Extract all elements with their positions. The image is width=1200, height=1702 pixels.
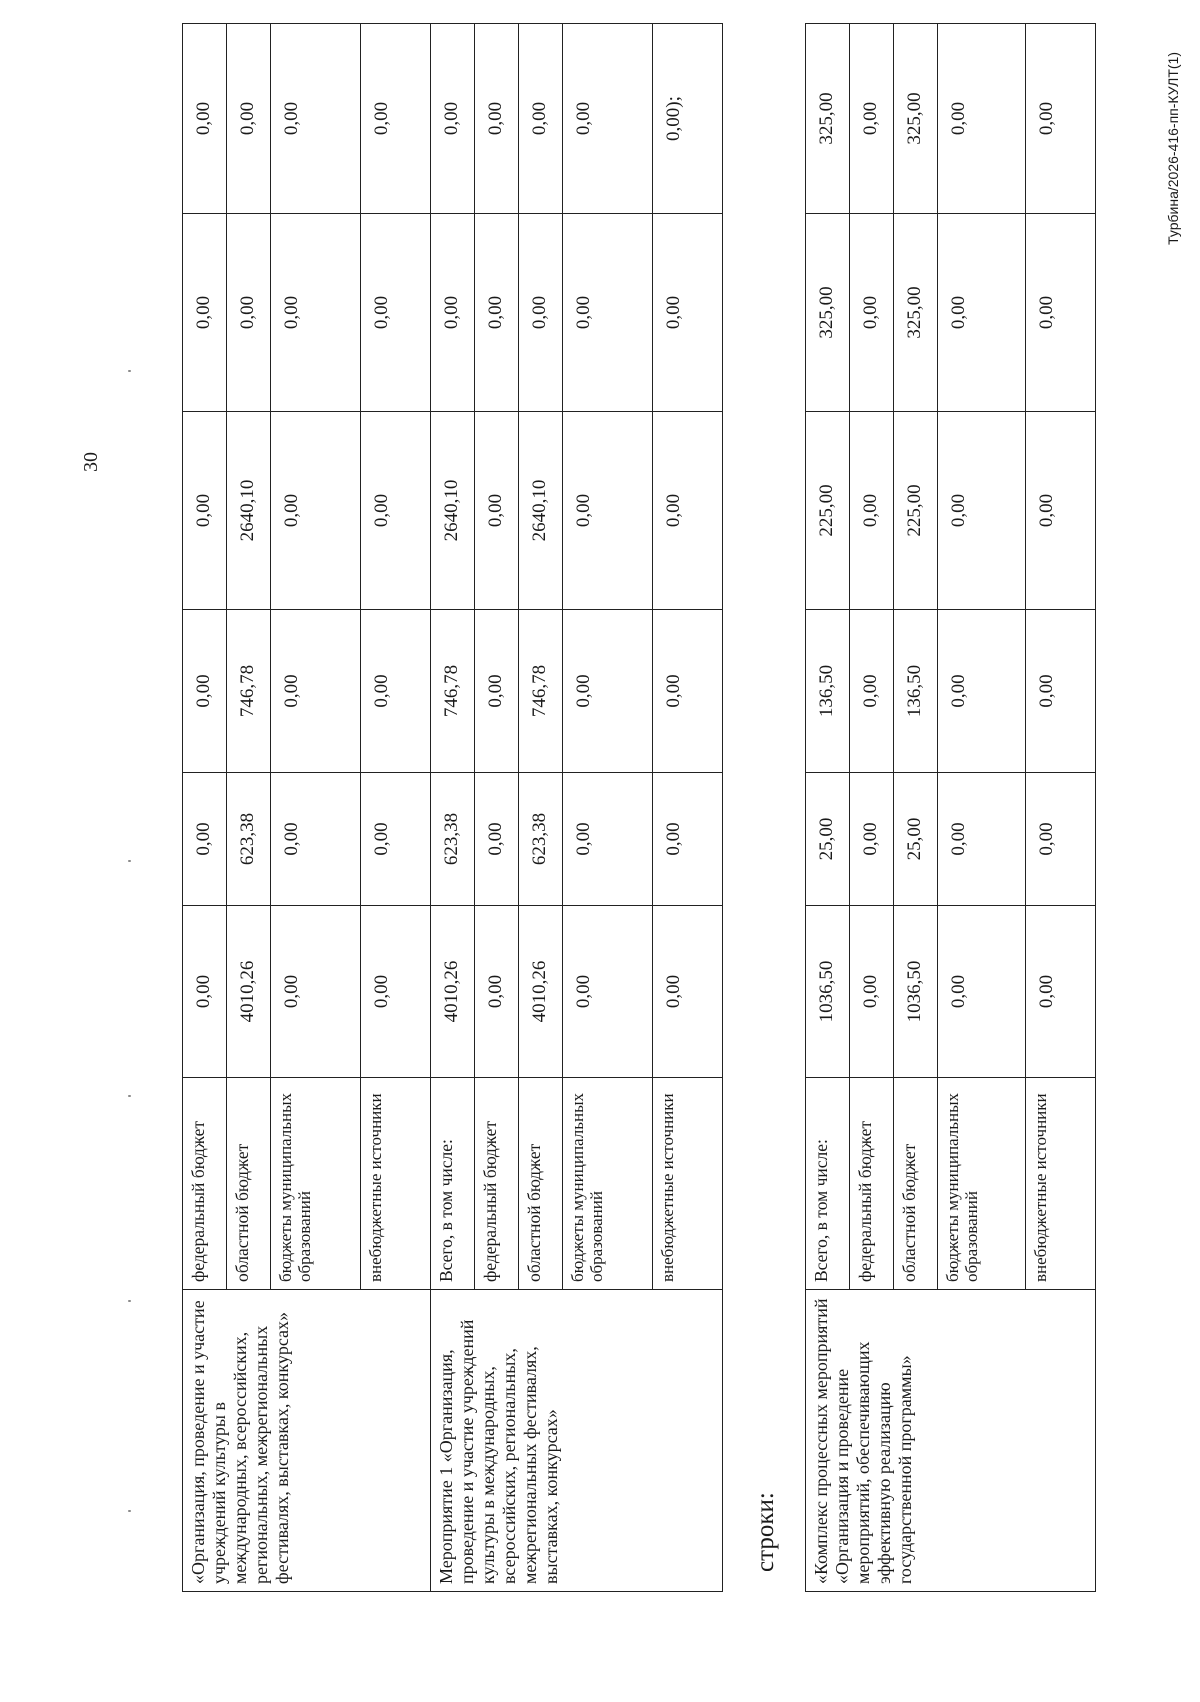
value-cell: 0,00 bbox=[183, 773, 227, 906]
value-cell: 0,00 bbox=[653, 412, 723, 610]
value-cell: 0,00 bbox=[1026, 906, 1096, 1078]
value-cell: 25,00 bbox=[806, 773, 850, 906]
funding-source: областной бюджет bbox=[894, 1078, 938, 1290]
value-cell: 0,00 bbox=[361, 214, 431, 412]
value-cell: 136,50 bbox=[806, 610, 850, 773]
scan-speck bbox=[128, 1095, 131, 1097]
value-cell: 0,00 bbox=[850, 412, 894, 610]
funding-source: бюджеты муниципальных образований bbox=[938, 1078, 1026, 1290]
table-row bbox=[183, 24, 227, 1592]
value-cell: 0,00 bbox=[361, 412, 431, 610]
funding-table-2 bbox=[805, 23, 1096, 1592]
value-cell: 0,00 bbox=[1026, 24, 1096, 214]
funding-source: федеральный бюджет bbox=[475, 1078, 519, 1290]
value-cell: 0,00 bbox=[271, 412, 361, 610]
value-cell: 0,00 bbox=[653, 610, 723, 773]
value-cell: 0,00 bbox=[850, 214, 894, 412]
value-cell: 623,38 bbox=[431, 773, 475, 906]
value-cell: 0,00 bbox=[938, 906, 1026, 1078]
block-name: «Комплекс процессных мероприятий «Организация и проведение мероприятий, обеспечивающих эффективную реализацию государственной программы» bbox=[806, 1290, 1096, 1592]
value-cell: 0,00 bbox=[938, 773, 1026, 906]
value-cell: 746,78 bbox=[431, 610, 475, 773]
funding-source: бюджеты муниципальных образований bbox=[563, 1078, 653, 1290]
value-cell: 1036,50 bbox=[806, 906, 850, 1078]
value-cell: 0,00 bbox=[850, 24, 894, 214]
value-cell: 0,00 bbox=[563, 214, 653, 412]
value-cell: 746,78 bbox=[227, 610, 271, 773]
value-cell: 0,00 bbox=[271, 773, 361, 906]
value-cell: 2640,10 bbox=[519, 412, 563, 610]
value-cell: 0,00 bbox=[850, 906, 894, 1078]
value-cell: 0,00 bbox=[563, 906, 653, 1078]
value-cell: 225,00 bbox=[894, 412, 938, 610]
value-cell: 325,00 bbox=[806, 214, 850, 412]
funding-table-1 bbox=[182, 23, 723, 1592]
value-cell: 0,00 bbox=[271, 214, 361, 412]
value-cell: 0,00 bbox=[475, 214, 519, 412]
table-row bbox=[431, 24, 475, 1592]
value-cell: 0,00 bbox=[1026, 412, 1096, 610]
scan-speck bbox=[128, 1300, 131, 1302]
value-cell: 4010,26 bbox=[519, 906, 563, 1078]
value-cell: 623,38 bbox=[227, 773, 271, 906]
funding-source: федеральный бюджет bbox=[850, 1078, 894, 1290]
value-cell: 0,00 bbox=[938, 412, 1026, 610]
block-name: «Организация, проведение и участие учреждений культуры в международных, всероссийских, региональных, межрегиональных фестивалях, выставках, конкурсах» bbox=[183, 1290, 431, 1592]
value-cell: 325,00 bbox=[894, 24, 938, 214]
block-name: Мероприятие 1 «Организация, проведение и участие учреждений культуры в международных, всероссийских, региональных, межрегиональных фестивалях, выставках, конкурсах» bbox=[431, 1290, 723, 1592]
value-cell: 0,00 bbox=[563, 610, 653, 773]
value-cell: 136,50 bbox=[894, 610, 938, 773]
value-cell: 325,00 bbox=[806, 24, 850, 214]
value-cell: 0,00 bbox=[431, 24, 475, 214]
value-cell: 2640,10 bbox=[227, 412, 271, 610]
funding-source: внебюджетные источники bbox=[653, 1078, 723, 1290]
value-cell: 4010,26 bbox=[227, 906, 271, 1078]
page-number: 30 bbox=[80, 452, 102, 472]
value-cell: 0,00 bbox=[563, 24, 653, 214]
funding-source: внебюджетные источники bbox=[361, 1078, 431, 1290]
value-cell: 2640,10 bbox=[431, 412, 475, 610]
value-cell: 0,00 bbox=[938, 214, 1026, 412]
value-cell: 0,00 bbox=[271, 906, 361, 1078]
value-cell: 25,00 bbox=[894, 773, 938, 906]
value-cell: 0,00 bbox=[475, 773, 519, 906]
value-cell: 4010,26 bbox=[431, 906, 475, 1078]
funding-source: федеральный бюджет bbox=[183, 1078, 227, 1290]
value-cell: 0,00 bbox=[361, 906, 431, 1078]
value-cell: 0,00 bbox=[653, 906, 723, 1078]
value-cell: 0,00 bbox=[1026, 610, 1096, 773]
table-row bbox=[806, 24, 850, 1592]
value-cell: 0,00 bbox=[271, 610, 361, 773]
document-code: Турбина/2026-416-пп-КУЛТ(1) bbox=[1165, 52, 1181, 245]
funding-source: областной бюджет bbox=[519, 1078, 563, 1290]
value-cell: 0,00 bbox=[850, 610, 894, 773]
value-cell: 0,00 bbox=[563, 412, 653, 610]
value-cell: 0,00 bbox=[183, 214, 227, 412]
value-cell: 0,00 bbox=[361, 24, 431, 214]
value-cell: 0,00 bbox=[431, 214, 475, 412]
funding-source: Всего, в том числе: bbox=[806, 1078, 850, 1290]
value-cell: 0,00 bbox=[653, 773, 723, 906]
value-cell: 0,00 bbox=[475, 610, 519, 773]
value-cell: 0,00); bbox=[653, 24, 723, 214]
value-cell: 0,00 bbox=[475, 906, 519, 1078]
value-cell: 0,00 bbox=[938, 24, 1026, 214]
value-cell: 0,00 bbox=[227, 214, 271, 412]
funding-source: бюджеты муниципальных образований bbox=[271, 1078, 361, 1290]
value-cell: 0,00 bbox=[519, 24, 563, 214]
value-cell: 0,00 bbox=[227, 24, 271, 214]
value-cell: 0,00 bbox=[183, 610, 227, 773]
value-cell: 0,00 bbox=[183, 24, 227, 214]
value-cell: 0,00 bbox=[475, 24, 519, 214]
value-cell: 623,38 bbox=[519, 773, 563, 906]
value-cell: 0,00 bbox=[361, 610, 431, 773]
value-cell: 0,00 bbox=[1026, 214, 1096, 412]
scan-speck bbox=[128, 1510, 131, 1512]
value-cell: 0,00 bbox=[519, 214, 563, 412]
value-cell: 0,00 bbox=[1026, 773, 1096, 906]
funding-source: областной бюджет bbox=[227, 1078, 271, 1290]
value-cell: 0,00 bbox=[938, 610, 1026, 773]
value-cell: 0,00 bbox=[475, 412, 519, 610]
scan-speck bbox=[128, 860, 131, 862]
value-cell: 0,00 bbox=[563, 773, 653, 906]
value-cell: 0,00 bbox=[183, 412, 227, 610]
value-cell: 0,00 bbox=[361, 773, 431, 906]
funding-source: Всего, в том числе: bbox=[431, 1078, 475, 1290]
value-cell: 746,78 bbox=[519, 610, 563, 773]
value-cell: 325,00 bbox=[894, 214, 938, 412]
value-cell: 0,00 bbox=[653, 214, 723, 412]
scan-speck bbox=[128, 370, 131, 372]
value-cell: 225,00 bbox=[806, 412, 850, 610]
value-cell: 0,00 bbox=[271, 24, 361, 214]
stroki-label: строки: bbox=[752, 1492, 779, 1572]
value-cell: 0,00 bbox=[850, 773, 894, 906]
value-cell: 1036,50 bbox=[894, 906, 938, 1078]
value-cell: 0,00 bbox=[183, 906, 227, 1078]
funding-source: внебюджетные источники bbox=[1026, 1078, 1096, 1290]
